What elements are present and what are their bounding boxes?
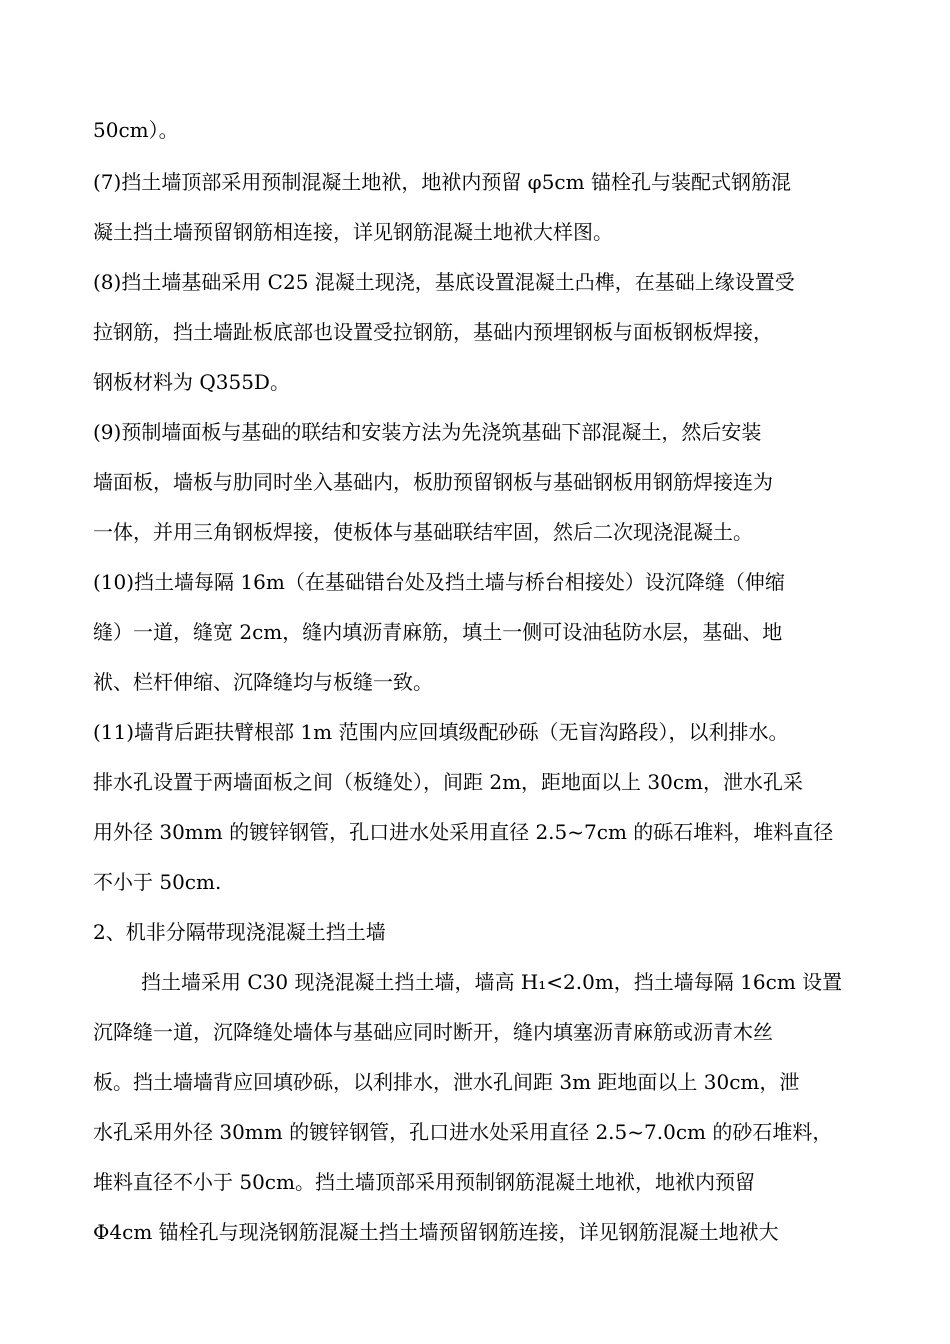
text-line: Φ4cm 锚栓孔与现浇钢筋混凝土挡土墙预留钢筋连接，详见钢筋混凝土地袱大 xyxy=(93,1220,779,1244)
text-line: 墙面板，墙板与肋同时坐入基础内，板肋预留钢板与基础钢板用钢筋焊接连为 xyxy=(93,470,773,494)
text-line: 不小于 50cm. xyxy=(93,870,222,894)
text-line: 袱、栏杆伸缩、沉降缝均与板缝一致。 xyxy=(93,670,433,694)
text-line: 用外径 30mm 的镀锌钢管，孔口进水处采用直径 2.5~7cm 的砾石堆料，堆料直径 xyxy=(93,820,834,844)
text-line: 沉降缝一道，沉降缝处墙体与基础应同时断开，缝内填塞沥青麻筋或沥青木丝 xyxy=(93,1020,773,1044)
text-line: 缝）一道，缝宽 2cm，缝内填沥青麻筋，填土一侧可设油毡防水层，基础、地 xyxy=(93,620,783,644)
text-line: (8)挡土墙基础采用 C25 混凝土现浇，基底设置混凝土凸榫，在基础上缘设置受 xyxy=(93,270,795,294)
text-line: (7)挡土墙顶部采用预制混凝土地袱，地袱内预留 φ5cm 锚栓孔与装配式钢筋混 xyxy=(93,170,791,194)
text-line: (11)墙背后距扶臂根部 1m 范围内应回填级配砂砾（无盲沟路段），以利排水。 xyxy=(93,720,789,744)
text-line: 50cm）。 xyxy=(93,118,179,142)
text-line: 一体，并用三角钢板焊接，使板体与基础联结牢固，然后二次现浇混凝土。 xyxy=(93,520,753,544)
text-line: 水孔采用外径 30mm 的镀锌钢管，孔口进水处采用直径 2.5~7.0cm 的砂石堆料， xyxy=(93,1120,833,1144)
text-line: 堆料直径不小于 50cm。挡土墙顶部采用预制钢筋混凝土地袱，地袱内预留 xyxy=(93,1170,755,1194)
text-line: 挡土墙采用 C30 现浇混凝土挡土墙，墙高 H₁<2.0m，挡土墙每隔 16cm 设置 xyxy=(141,970,843,994)
text-line: (9)预制墙面板与基础的联结和安装方法为先浇筑基础下部混凝土，然后安装 xyxy=(93,420,762,444)
text-line: (10)挡土墙每隔 16m（在基础错台处及挡土墙与桥台相接处）设沉降缝（伸缩 xyxy=(93,570,785,594)
text-line: 凝土挡土墙预留钢筋相连接，详见钢筋混凝土地袱大样图。 xyxy=(93,220,613,244)
text-line: 板。挡土墙墙背应回填砂砾，以利排水，泄水孔间距 3m 距地面以上 30cm，泄 xyxy=(93,1070,800,1094)
section-heading: 2、机非分隔带现浇混凝土挡土墙 xyxy=(93,920,386,944)
text-line: 排水孔设置于两墙面板之间（板缝处），间距 2m，距地面以上 30cm，泄水孔采 xyxy=(93,770,804,794)
text-line: 钢板材料为 Q355D。 xyxy=(93,370,290,394)
text-line: 拉钢筋，挡土墙趾板底部也设置受拉钢筋，基础内预埋钢板与面板钢板焊接， xyxy=(93,320,773,344)
